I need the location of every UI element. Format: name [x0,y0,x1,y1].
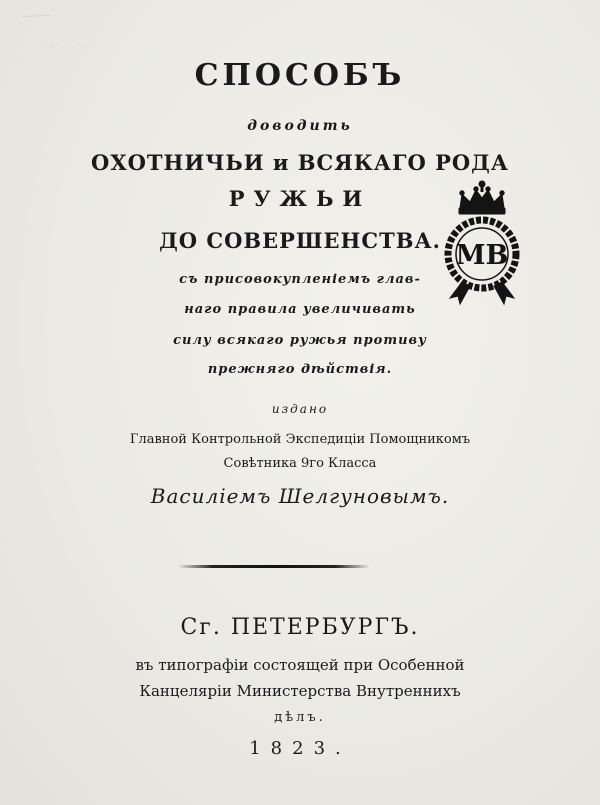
imprint-city: Сг. ПЕТЕРБУРГЪ. [180,615,420,640]
bleed-through-text: · · · · · · [40,40,97,55]
stamp-monogram: МВ [455,240,509,271]
divider-rule [178,565,370,568]
published-by-label: издано [271,402,329,416]
title-line-5: ДО СОВЕРШЕНСТВА. [159,228,441,253]
imprint-line-2: Канцеляріи Министерства Внутреннихъ [139,682,461,700]
bleed-through-text: ̶ ̶ ̶ ̶ ̶ [29,7,52,24]
title-line-3: ОХОТНИЧЬИ и ВСЯКАГО РОДА [91,150,509,175]
subtitle-line-4: прежняго дѣйствія. [207,362,393,377]
title-line-2: доводить [247,118,353,134]
subtitle-line-3: силу всякаго ружья противу [173,333,427,348]
title-line-4: РУЖЬИ [228,186,372,211]
author-position-line-1: Главной Контрольной Экспедиціи Помощникомъ [129,432,471,447]
book-title: СПОСОБЪ [194,58,406,93]
imprint-year: 1823. [249,738,351,759]
subtitle-line-1: съ присовокупленіемъ глав- [179,272,421,287]
imprint-line-1: въ типографіи состоящей при Особенной [135,656,465,674]
crowned-wreath-stamp-icon [432,178,532,306]
subtitle-line-2: наго правила увеличивать [184,302,416,317]
author-name: Василіемъ Шелгуновымъ. [150,484,450,508]
imprint-line-3: дѣлъ. [274,710,326,725]
author-position-line-2: Совѣтника 9го Класса [223,456,377,471]
